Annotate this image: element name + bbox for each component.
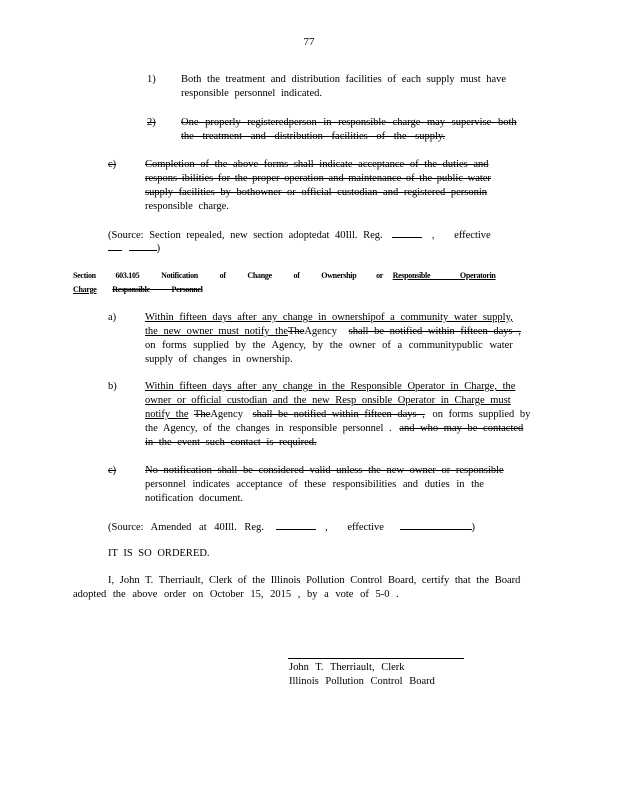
- signature-org: Illinois Pollution Control Board: [289, 676, 435, 687]
- para-b-deleted-2: shall be notified within fifteen days ,: [252, 409, 425, 420]
- source-note-1: (Source: Section repealed, new section adoptedat 40Ill. Reg. , effective: [108, 227, 491, 242]
- para-a-line-4: supply of changes in ownership.: [145, 354, 293, 365]
- source-note-1-text: (Source: Section repealed, new section adoptedat 40Ill. Reg.: [108, 230, 383, 241]
- certification-line-1: I, John T. Therriault, Clerk of the Illinois Pollution Control Board, certify that the Board: [108, 575, 521, 586]
- para-b-line-2: owner or official custodian and the new Resp onsible Operator in Charge must: [145, 395, 511, 406]
- para-b-agency: Agency: [210, 409, 243, 420]
- volume-blank: [392, 227, 422, 238]
- section-heading-line-2: [73, 283, 203, 296]
- para-a-deleted-1: The: [288, 326, 305, 337]
- source-note-1-line-2: [108, 240, 160, 255]
- para-b-deleted-1: The: [193, 409, 211, 420]
- date-blank-2: [129, 240, 157, 251]
- signature-name: John T. Therriault, Clerk: [289, 662, 405, 673]
- section-title-charge: Charge: [73, 285, 97, 294]
- item-2-label: 2): [147, 117, 156, 128]
- para-b-line-3: [145, 408, 530, 421]
- para-a-line-3: on forms supplied by the Agency, by the owner of a communitypublic water: [145, 340, 513, 351]
- section-title-deleted: Responsible Personnel: [112, 285, 203, 294]
- para-a-label: a): [108, 312, 117, 323]
- section-title: Notification of Change of Ownership: [161, 271, 357, 280]
- para-b-line-4-text: the Agency, of the changes in responsible personnel .: [145, 423, 392, 434]
- item-2-line-1: One properly registeredperson in responsible charge may supervise both: [181, 117, 517, 128]
- section-title-or: or: [376, 271, 383, 280]
- page-number: 77: [303, 36, 315, 48]
- para-b-deleted-3: and who may be contacted: [399, 423, 524, 434]
- item-c-label: c): [108, 159, 117, 170]
- item-c-line-4: responsible charge.: [145, 201, 229, 212]
- para-b-line-5: in the event such contact is required.: [145, 437, 317, 448]
- item-c-line-2: respons ibilities for the proper operation and maintenance of the public water: [145, 173, 491, 184]
- para-a-inserted: the new owner must notify the: [145, 326, 289, 337]
- para-c-line-2: personnel indicates acceptance of these responsibilities and duties in the: [145, 479, 484, 490]
- source-note-2-close: ): [471, 522, 476, 533]
- item-2-line-2: the treatment and distribution facilities of the supply.: [181, 131, 446, 142]
- para-b-inserted: notify the: [145, 409, 189, 420]
- para-b-line-4: [145, 422, 523, 435]
- para-c-line-1: No notification shall be considered valid unless the new owner or responsible: [145, 465, 504, 476]
- para-a-line-2: [145, 325, 521, 338]
- para-a-agency: Agency: [304, 326, 337, 337]
- source-note-2-text: (Source: Amended at 40Ill. Reg.: [108, 522, 264, 533]
- source-note-2-effective: effective: [347, 522, 384, 533]
- para-b-line-1: Within fifteen days after any change in the Responsible Operator in Charge, the: [145, 381, 516, 392]
- para-b-label: b): [108, 381, 117, 392]
- order-statement: IT IS SO ORDERED.: [108, 548, 210, 559]
- item-1-line-1: Both the treatment and distribution facilities of each supply must have: [181, 74, 507, 85]
- volume-blank-2: [276, 519, 316, 530]
- source-note-1-effective: effective: [454, 230, 491, 241]
- para-a-line-1: Within fifteen days after any change in ownershipof a community water supply,: [145, 312, 513, 323]
- para-c-line-3: notification document.: [145, 493, 244, 504]
- section-number: Section 603.105: [73, 271, 140, 280]
- para-c-label: c): [108, 465, 117, 476]
- signature-line: [288, 658, 464, 659]
- para-b-line-3-end: on forms supplied by: [432, 409, 531, 420]
- item-1-label: 1): [147, 74, 156, 85]
- date-blank-3: [400, 519, 472, 530]
- item-c-line-3: supply facilities by bothowner or official custodian and registered personin: [145, 187, 488, 198]
- section-heading: [73, 269, 517, 282]
- section-title-inserted: Responsible Operatorin: [392, 271, 496, 280]
- source-note-1-close: ): [156, 243, 161, 254]
- certification-line-2: adopted the above order on October 15, 2015 , by a vote of 5-0 .: [73, 589, 399, 600]
- item-1-line-2: responsible personnel indicated.: [181, 88, 323, 99]
- date-blank-1: [108, 240, 122, 251]
- item-c-line-1: Completion of the above forms shall indicate acceptance of the duties and: [145, 159, 489, 170]
- para-a-deleted-2: shall be notified within fifteen days ,: [348, 326, 521, 337]
- source-note-2: (Source: Amended at 40Ill. Reg. , effective ): [108, 519, 475, 534]
